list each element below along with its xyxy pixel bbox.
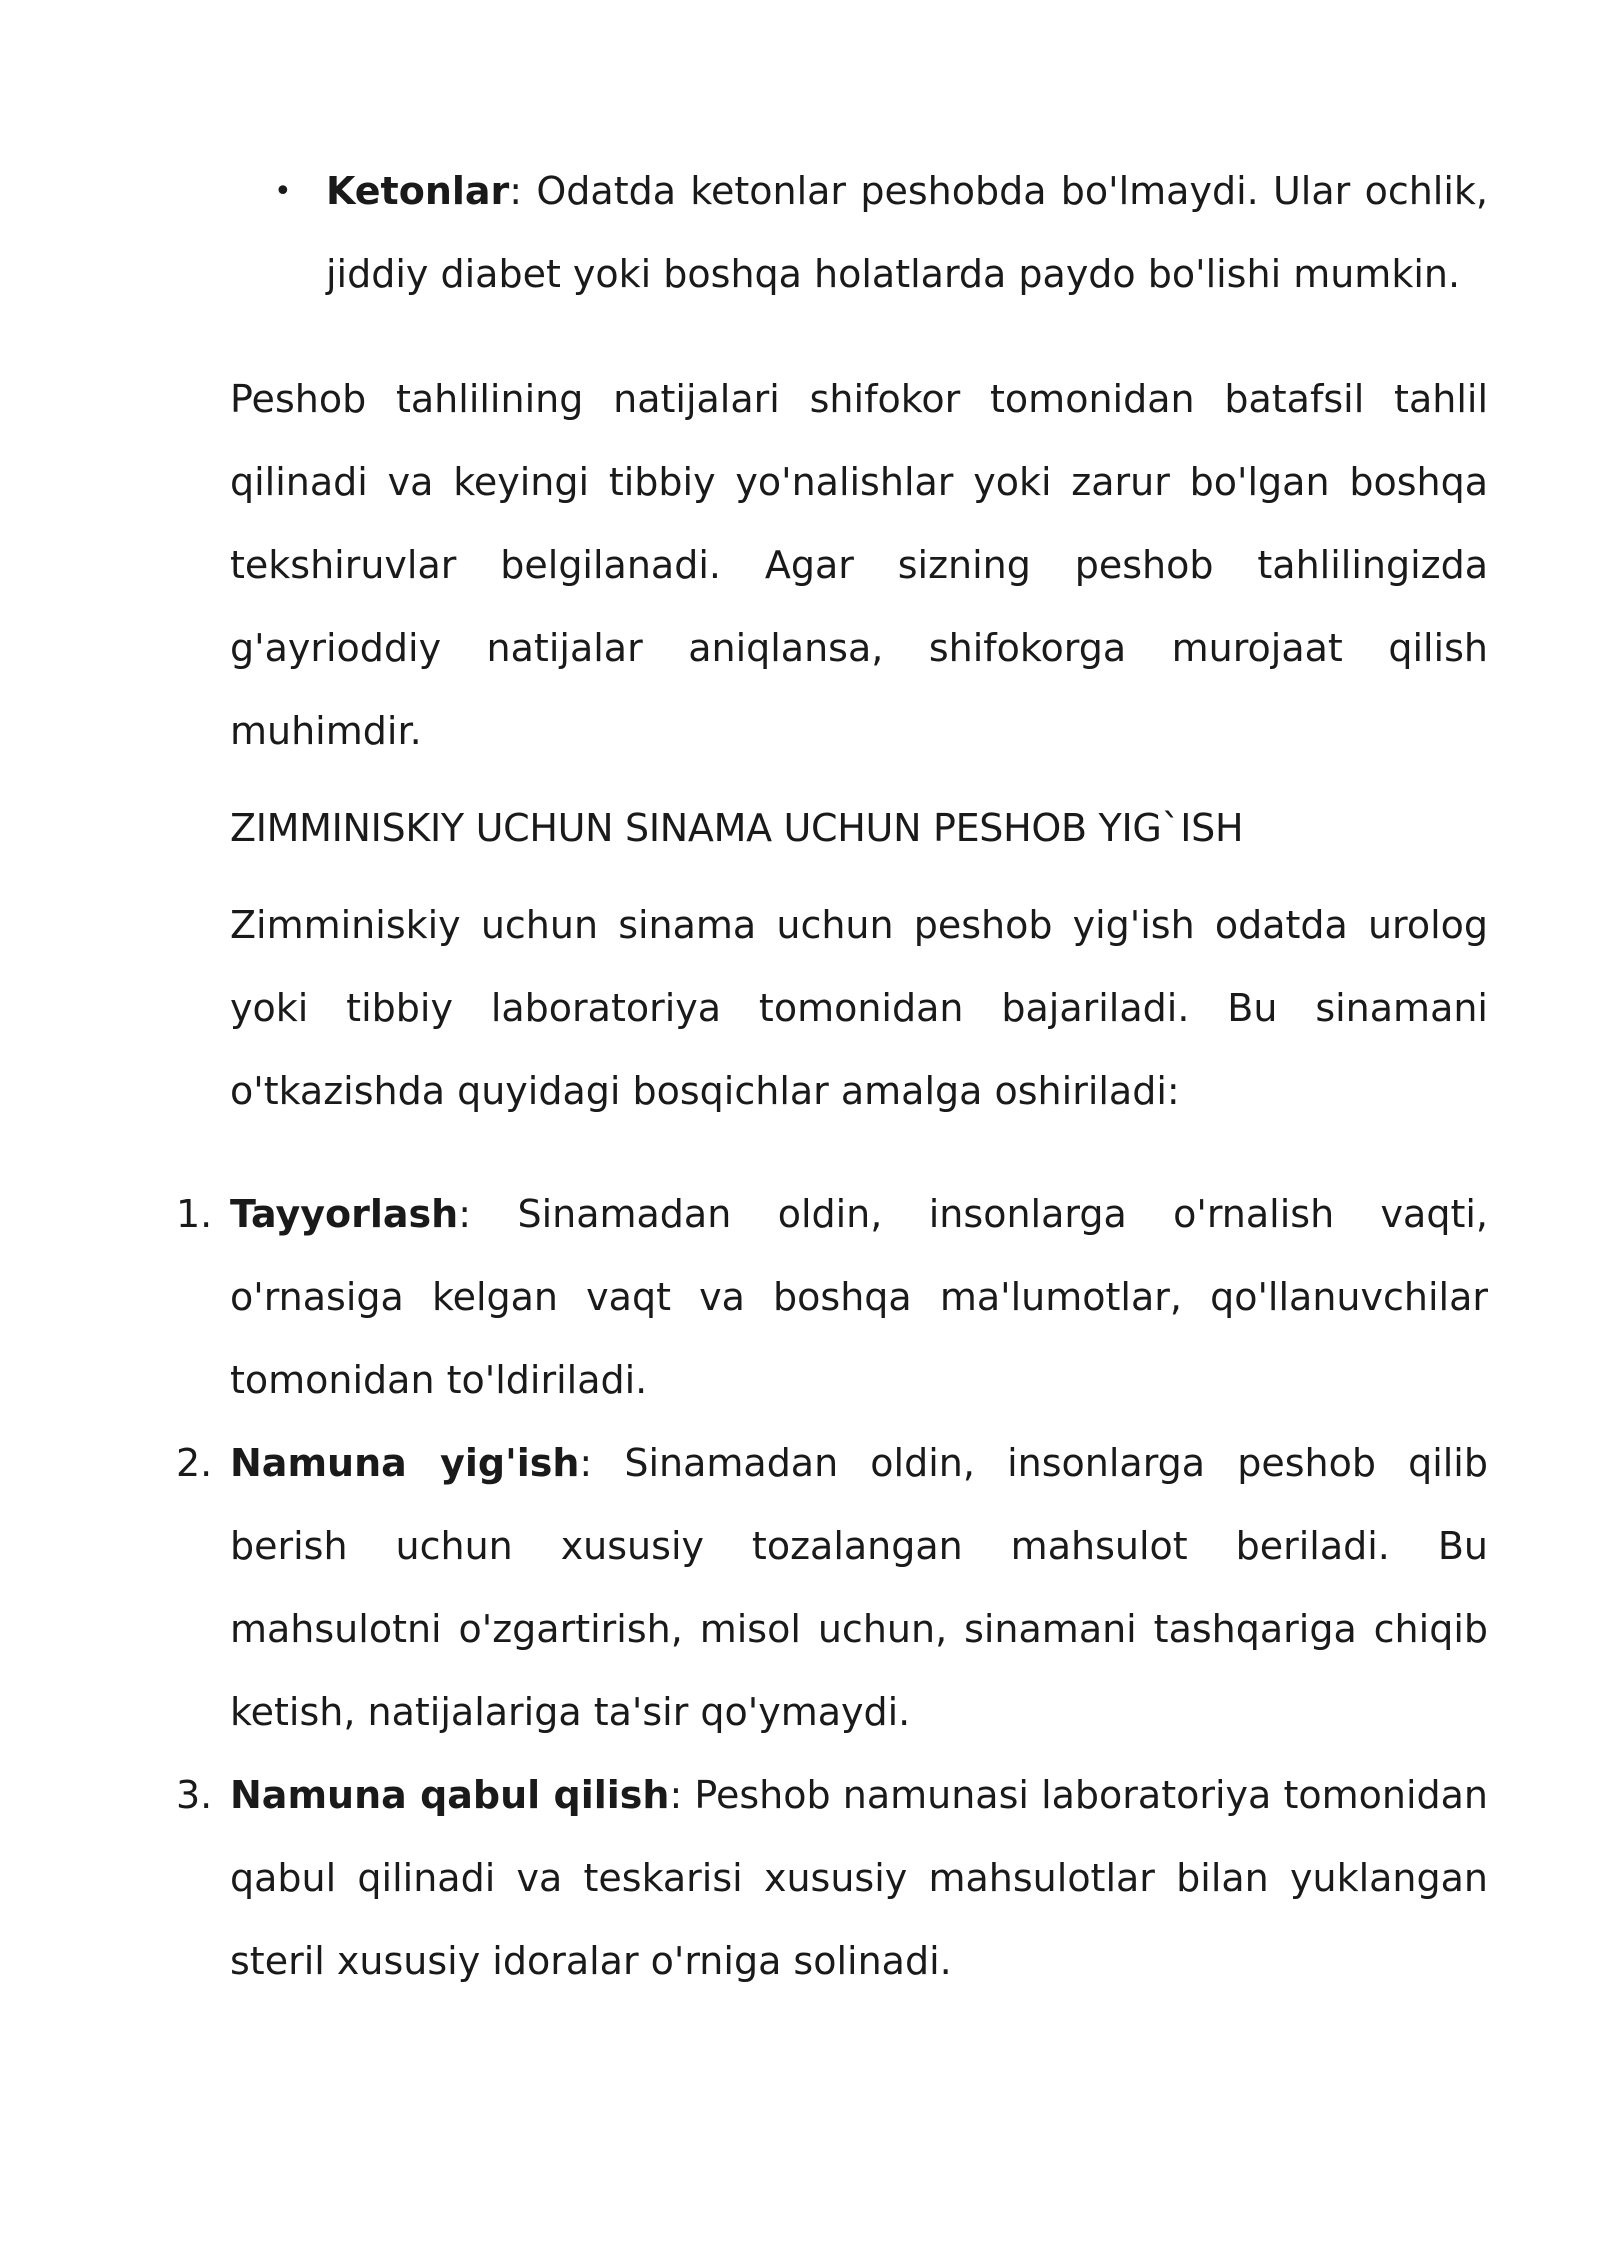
- bullet-term: Ketonlar: [326, 169, 510, 213]
- bullet-text: : Odatda ketonlar peshobda bo'lmaydi. Ular ochlik, jiddiy diabet yoki boshqa holatlarda paydo bo'lishi mumkin.: [326, 169, 1488, 296]
- step-item-2: [176, 1422, 1488, 1754]
- step-text: : Sinamadan oldin, insonlarga o'rnalish vaqti, o'rnasiga kelgan vaqt va boshqa ma'lumotlar, qo'llanuvchilar tomonidan to'ldiriladi.: [230, 1192, 1488, 1402]
- paragraph-results: Peshob tahlilining natijalari shifokor tomonidan batafsil tahlil qilinadi va keyingi tibbiy yo'nalishlar yoki zarur bo'lgan boshqa tekshiruvlar belgilanadi. Agar sizning peshob tahlilingizda g'ayrioddiy natijalar aniqlansa, shifokorga murojaat qilish muhimdir.: [230, 377, 1488, 753]
- bullet-list: [274, 150, 1488, 316]
- step-text: : Peshob namunasi laboratoriya tomonidan qabul qilinadi va teskarisi xususiy mahsulotlar bilan yuklangan steril xususiy idoralar o'rniga solinadi.: [230, 1773, 1488, 1983]
- paragraph-procedure: Zimminiskiy uchun sinama uchun peshob yig'ish odatda urolog yoki tibbiy laboratoriya tomonidan bajariladi. Bu sinamani o'tkazishda quyidagi bosqichlar amalga oshiriladi:: [230, 903, 1488, 1113]
- document-content: [176, 150, 1488, 2003]
- step-item-3: [176, 1754, 1488, 2003]
- step-term: Tayyorlash: [230, 1192, 459, 1236]
- step-item-1: [176, 1173, 1488, 1422]
- bullet-icon: •: [274, 174, 292, 209]
- step-number: 2.: [176, 1441, 213, 1485]
- bullet-item-ketonlar: [274, 150, 1488, 316]
- steps-list: [176, 1173, 1488, 2003]
- step-number: 1.: [176, 1192, 213, 1236]
- step-number: 3.: [176, 1773, 213, 1817]
- section-heading: ZIMMINISKIY UCHUN SINAMA UCHUN PESHOB YIG`ISH: [230, 806, 1244, 850]
- step-term: Namuna yig'ish: [230, 1441, 580, 1485]
- step-term: Namuna qabul qilish: [230, 1773, 670, 1817]
- step-text: : Sinamadan oldin, insonlarga peshob qilib berish uchun xususiy tozalangan mahsulot beriladi. Bu mahsulotni o'zgartirish, misol uchun, sinamani tashqariga chiqib ketish, natijalariga ta'sir qo'ymaydi.: [230, 1441, 1488, 1734]
